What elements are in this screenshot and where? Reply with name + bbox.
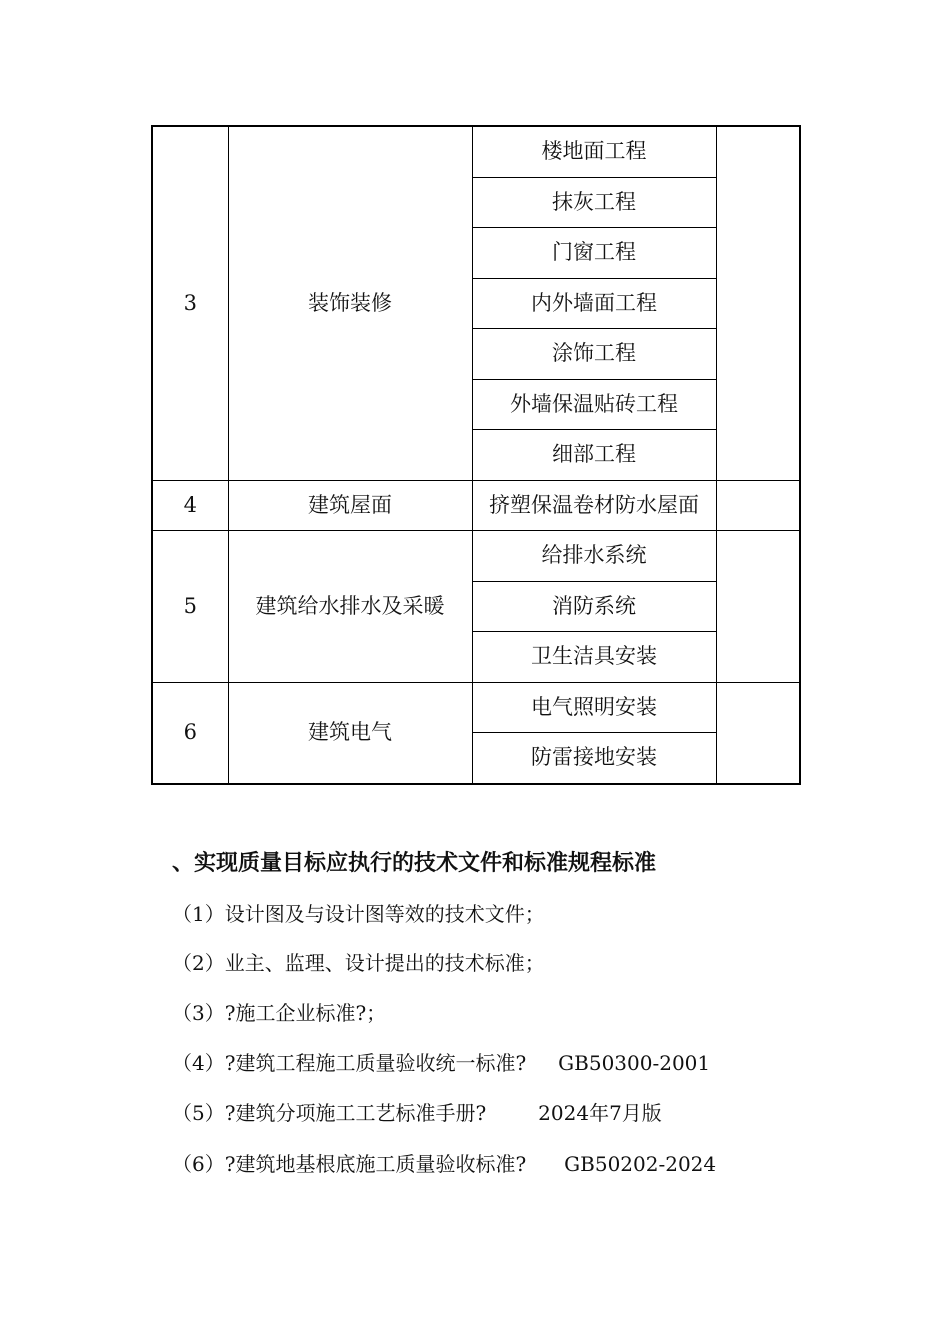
sub-item: 内外墙面工程 — [472, 278, 716, 329]
table-row — [152, 480, 800, 531]
sub-item: 给排水系统 — [472, 531, 716, 582]
sub-item: 卫生洁具安装 — [472, 632, 716, 683]
sub-item: 细部工程 — [472, 430, 716, 481]
standard-item — [172, 1148, 716, 1177]
standard-text: （2）业主、监理、设计提出的技术标准； — [172, 951, 545, 975]
table-row — [152, 682, 800, 733]
sub-item: 消防系统 — [472, 581, 716, 632]
sub-item: 电气照明安装 — [472, 682, 716, 733]
standard-item — [172, 997, 386, 1026]
division-name: 装饰装修 — [228, 126, 472, 480]
row-number: 3 — [152, 126, 228, 480]
row-number: 6 — [152, 682, 228, 784]
standard-code: GB50300-2001 — [558, 1051, 711, 1075]
standard-code: 2024年7月版 — [538, 1101, 662, 1125]
standard-item — [172, 1047, 710, 1076]
standard-item — [172, 1097, 662, 1126]
sub-item: 外墙保温贴砖工程 — [472, 379, 716, 430]
standard-text: （1）设计图及与设计图等效的技术文件； — [172, 902, 545, 926]
standard-text: （4）?建筑工程施工质量验收统一标准? — [172, 1051, 527, 1075]
row-number: 5 — [152, 531, 228, 683]
sub-item: 门窗工程 — [472, 228, 716, 279]
remark-cell — [716, 531, 800, 683]
division-name: 建筑屋面 — [228, 480, 472, 531]
standard-item — [172, 898, 545, 927]
quality-items-table — [151, 125, 801, 785]
sub-item: 抹灰工程 — [472, 177, 716, 228]
table-row — [152, 531, 800, 582]
standard-code: GB50202-2024 — [564, 1152, 717, 1176]
standard-text: （5）?建筑分项施工工艺标准手册? — [172, 1101, 487, 1125]
division-name: 建筑给水排水及采暖 — [228, 531, 472, 683]
division-name: 建筑电气 — [228, 682, 472, 784]
remark-cell — [716, 126, 800, 480]
row-number: 4 — [152, 480, 228, 531]
section-heading: 、实现质量目标应执行的技术文件和标准规程标准 — [172, 850, 657, 876]
remark-cell — [716, 480, 800, 531]
remark-cell — [716, 682, 800, 784]
standard-text: （6）?建筑地基根底施工质量验收标准? — [172, 1152, 527, 1176]
sub-item: 防雷接地安装 — [472, 733, 716, 784]
sub-item: 涂饰工程 — [472, 329, 716, 380]
standard-text: （3）?施工企业标准?； — [172, 1001, 387, 1025]
table-row — [152, 126, 800, 177]
sub-item: 楼地面工程 — [472, 126, 716, 177]
sub-item: 挤塑保温卷材防水屋面 — [472, 480, 716, 531]
standard-item — [172, 947, 545, 976]
